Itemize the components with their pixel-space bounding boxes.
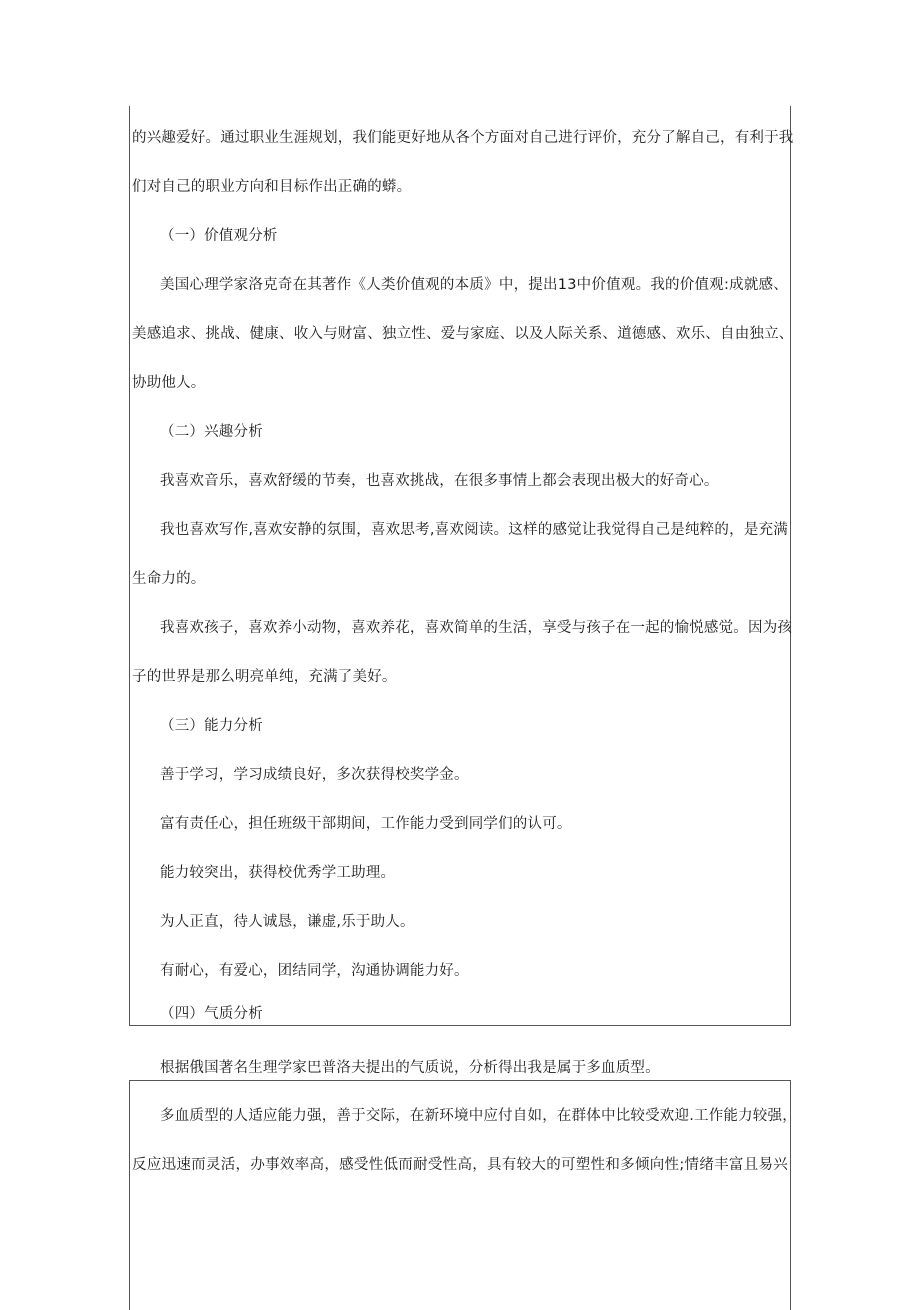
section-heading-temperament: （四）气质分析 — [160, 1006, 263, 1022]
list-item: 为人正直，待人诚恳，谦虚,乐于助人。 — [160, 914, 415, 930]
list-item: 有耐心，有爱心，团结同学，沟通协调能力好。 — [160, 963, 469, 979]
paragraph-line: 反应迅速而灵活，办事效率高，感受性低而耐受性高，具有较大的可塑性和多倾向性;情绪丰富且易兴 — [132, 1157, 788, 1173]
section-heading-abilities: （三）能力分析 — [160, 718, 263, 734]
paragraph-line: 多血质型的人适应能力强，善于交际，在新环境中应付自如，在群体中比较受欢迎.工作能力较强， — [160, 1108, 797, 1124]
paragraph-line: 我也喜欢写作,喜欢安静的氛围，喜欢思考,喜欢阅读。这样的感觉让我觉得自己是纯粹的，是充满 — [160, 522, 788, 538]
section-heading-values: （一）价值观分析 — [160, 228, 278, 244]
list-item: 富有责任心，担任班级干部期间，工作能力受到同学们的认可。 — [160, 816, 572, 832]
paragraph-line: 子的世界是那么明亮单纯，充满了美好。 — [132, 669, 397, 685]
paragraph-line: 美国心理学家洛克奇在其著作《人类价值观的本质》中，提出13中价值观。我的价值观:成就感、 — [160, 277, 788, 293]
paragraph-line: 协助他人。 — [132, 375, 206, 391]
section-heading-interests: （二）兴趣分析 — [160, 424, 263, 440]
paragraph-line: 们对自己的职业方向和目标作出正确的蟒。 — [132, 179, 412, 195]
paragraph-line: 美感追求、挑战、健康、收入与财富、独立性、爱与家庭、以及人际关系、道德感、欢乐、自由独立、 — [132, 326, 794, 342]
list-item: 善于学习，学习成绩良好，多次获得校奖学金。 — [160, 767, 469, 783]
paragraph-line: 根据俄国著名生理学家巴普洛夫提出的气质说，分析得出我是属于多血质型。 — [160, 1060, 660, 1076]
list-item: 能力较突出，获得校优秀学工助理。 — [160, 865, 396, 881]
paragraph-line: 生命力的。 — [132, 571, 206, 587]
paragraph-line: 我喜欢音乐，喜欢舒缓的节奏，也喜欢挑战，在很多事情上都会表现出极大的好奇心。 — [160, 473, 719, 489]
paragraph-line: 我喜欢孩子，喜欢养小动物，喜欢养花，喜欢简单的生活，享受与孩子在一起的愉悦感觉。因为孩 — [160, 620, 793, 636]
paragraph-line: 的兴趣爱好。通过职业生涯规划，我们能更好地从各个方面对自己进行评价，充分了解自己，有利于我 — [132, 130, 794, 146]
